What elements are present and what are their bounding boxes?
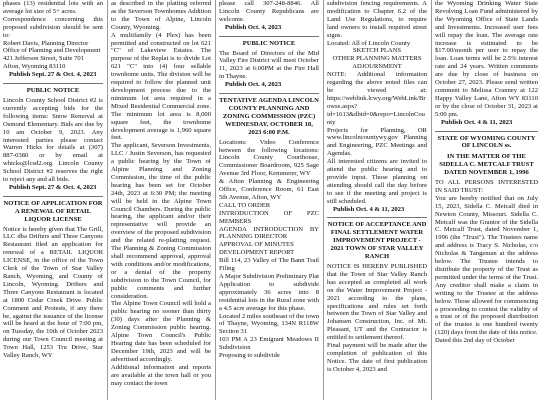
publish-line: Publish Sept. 27 & Oct. 4, 2023 [9, 183, 97, 191]
notice-separator [3, 83, 103, 84]
agenda-item: INTRODUCTION OF PZC MEMBERS [219, 209, 319, 225]
contact-line: Robert Davis, Planning Director [3, 39, 89, 47]
publish-line: Publish Oct. 4, 2023 [225, 81, 282, 89]
publish-line: Publish Oct. 4 & 11, 2023 [333, 205, 405, 213]
notice-text: Final payment will be made after the completion of publication of this Notice. The date of first publication is October 4, 2023 and [327, 342, 427, 373]
notice-title: NOTICE OF ACCEPTANCE AND FINAL SETTLEMENT WATER IMPROVEMENT PROJECT - 2021 TOWN OF STAR VALLEY RANCH [327, 221, 427, 261]
notice-separator [327, 217, 427, 218]
notice-text: TO ALL PERSONS INTERESTED IN SAID TRUST: [435, 179, 538, 194]
notice-separator [3, 196, 103, 197]
column-3 [219, 0, 319, 400]
notice-text: as described in the platting referred as the Severson Townhomes Addition to the Town of Alpine, Lincoln County, Wyoming. [111, 0, 211, 31]
notice-separator [435, 131, 538, 132]
notice-title: PUBLIC NOTICE [242, 39, 296, 47]
publish-line: Publish Oct. 4 & 11, 2023 [441, 118, 513, 126]
notice-text: NOTE: Additional information regarding the above noted files can be viewed at: https://weblink.lcwy.org/WebLink/Browse.aspx?id=1613&dbid=0&repo=LincolnCounty [327, 71, 427, 126]
agenda-item: ADJOURNMENT [352, 63, 402, 71]
notice-separator [219, 36, 319, 37]
column-4 [327, 0, 427, 400]
notice-subtitle: IN THE MATTER OF THE SIDELLA C. METCALF TRUST DATED NOVEMBER 1, 1996 [439, 153, 534, 177]
notice-text: You are hereby notified that on July 15, 2023, Sidella C. Metcalf died in Newton County, Missouri. Sidella C. Metcalf was the Grantor of the Sidella C. Metcalf Trust, dated November 1, 1996 (the "Trust"). The Trustees name and address is Tracy S. Nicholas, c/o Nicholas & Tangeman at the address below. The Trustee intends to distribute the property of the Trust as permitted under the terms of the Trust. Any creditor shall make a claim in writing to the Trustee at the address below. Those allowed for commencing a proceeding to contest the validity of a trust or of the proposed distribution of the trustee is one hundred twenty (120) days from the date of this notice. [435, 194, 538, 337]
notice-title: NOTICE OF APPLICATION FOR A RENEWAL OF RETAIL LIQUOR LICENSE [3, 199, 103, 223]
notice-title: STATE OF WYOMING COUNTY OF LINCOLN ss. [437, 134, 536, 150]
agenda-item: AGENDA INTRODUCTION BY PLANNING DIRECTOR [219, 225, 319, 241]
notice-separator [219, 93, 319, 94]
notice-text: NOTICE IS HEREBY PUBLISHED that the Town of Star Valley Ranch has accepted as completed all work on the Water Improvement Project - 2021 according to the plans, specifications and rules set forth between the Town of Star Valley and Johansen Construction, Inc. of Mt. Pleasant, UT and the Contractor is entitled to settlement thereof. [327, 263, 427, 342]
agenda-text: & Afton Planning & Engineering Office, Conference Room, 61 East 5th Avenue, Afton, WY [219, 178, 319, 201]
notice-text: Additional information and reports are available at the town hall or you may contact the town [111, 363, 211, 387]
column-5 [435, 0, 538, 400]
notice-text: The Alpine Town Council will hold a public hearing no sooner than thirty (30) days after the Planning & Zoning Commission public hearing. Alpine Town Council's Public Hearing date has been scheduled for December 19th, 2023 and will be advertised accordingly. [111, 300, 211, 363]
column-1 [3, 0, 103, 400]
notice-text: the Wyoming Drinking Water State Revolving Loan Fund administered by the Wyoming Office of State Lands and Investments. Increased user fees will repay the loan. The average rate increase is estimated to be $17.00/month per user to repay the loan. Loan terms will be 2.5% interest rate and 24 years. Written comments are due by close of business on October 27, 2023. Please send written comment to Melissa Cranney at 122 Happy Valley Lane, Afton WY 83110 or by the close of October 31, 2023 at 5:00 pm. [435, 0, 538, 118]
column-2 [111, 0, 211, 400]
agenda-item: APPROVAL OF MINUTES [219, 241, 294, 249]
agenda-item: Located 2 miles southeast of the town of Thayne, Wyoming, 134N R118W Section 31 [219, 312, 319, 336]
notice-text: Notice is hereby given that The Grill, LLC dba Drifters and Three Canyons Restaurant filed an application for renewal of a RETAIL LIQUOR LICENSE, in the office of the Town Clerk of the Town of Star Valley Ranch, Wyoming, and County of Lincoln, Wyoming. Drifters and Three Canyons Restaurant is located at 1800 Cedar Creek Drive. Public Comment and Protests, if any there be, against the issuance of the license will be heard at the hour of 7:00 pm, on Tuesday, the 10th of October 2023 during our Town Council meeting at Town Hall, 1253 Tru Drive, Star Valley Ranch, WY [3, 225, 103, 360]
agenda-item: 103 PM A 23 Emigrant Meadows II Subdivision [219, 336, 319, 352]
notice-text: phases (13) residential lots with an average lot size of 5+ acres. [3, 0, 103, 15]
notice-title: PUBLIC NOTICE [26, 87, 80, 95]
agenda-item: A Major Subdivision Preliminary Plat Application to subdivide approximately 36 acres into 8 residential lots in the Rural zone with a 4.5 acre average for this phase. [219, 273, 319, 312]
contact-line: Office of Planning and Development [3, 47, 101, 55]
notice-text: Correspondence concerning this proposed subdivision should be sent to: [3, 15, 103, 39]
agenda-item: OTHER PLANNING MATTERS [332, 55, 422, 63]
agenda-item: DEVELOPMENT REPORT [219, 249, 295, 257]
notice-text: A multifamily (4 Plex) has been permitted and constructed on lot 621 "C" of Lakeview Estates. The purpose of the Replat is to divide Lot 621 "C" into (4) four sellable townhome units. The division will be required to follow the planned unit development process due to the minimum lot area required in a Mixed Residential Commercial zone. The minimum lot area is 8,000 square feet, the townhome development average is 1,960 square feet. [111, 31, 211, 142]
column-rule [323, 0, 324, 400]
notice-text: Projects for Planning, OR www.lincolncountywy.gov Planning and Engineering, PZC Meetings and Agendas. [327, 126, 427, 158]
notice-text: Lincoln County School District #2 is currently accepting bids for the following items: Snow Removal at Osmond Elementary. Bids are due by 10 am October 9, 2023. Any interested parties please contact Warren Hicks for details at (307) 887-0380 or by email at whicks@lcsd2.org. Lincoln County School District #2 reserves the right to reject any and all bids. [3, 96, 103, 184]
notice-text: please call 307-248-8846. All Lincoln County Republicans are welcome. [219, 0, 319, 23]
contact-line: Afton, Wyoming 83110 [3, 63, 66, 71]
agenda-item: SKETCH PLANS [352, 47, 402, 55]
publish-line: Publish Sept. 27 & Oct. 4, 2023 [9, 71, 97, 79]
agenda-text: Located: All of Lincoln County [327, 39, 411, 47]
publish-line: Publish Oct. 4, 2023 [225, 23, 282, 31]
agenda-text: Locations: Video Conference between the following locations: Lincoln County Courthouse, Commissioner Boardroom, 925 Sage Avenue 3rd Floor, Kemmerer, WY [219, 138, 319, 178]
contact-line: 421 Jefferson Street, Suite 701 [3, 55, 85, 63]
agenda-item: Bill 114, 23 Valley of The Bann Trail Filing [219, 257, 319, 273]
column-rule [215, 0, 216, 400]
notice-text: The Board of Directors of the Mid Valley Fire District will meet October 11, 2023 at 6:00PM at the Fire Hall in Thayne. [219, 49, 319, 81]
column-rule [107, 0, 108, 400]
notice-text: All interested citizens are invited to attend the public hearing and to provide input. Those planning on attending should call the day before to see if the meeting and project is still scheduled. [327, 158, 427, 205]
notice-text: Dated this 2nd day of October [435, 337, 515, 345]
column-rule [431, 0, 432, 400]
agenda-item: Proposing to subdivide [219, 352, 280, 360]
agenda-title: TENTATIVE AGENDA LINCOLN COUNTY PLANNING AND ZONING COMMISSION (PZC) WEDNESDAY, OCTOBER 18, 2023 6:00 P.M. [219, 97, 319, 136]
agenda-item: CALL TO ORDER [219, 201, 271, 209]
notice-text: The applicant, Severson Investments, LLC / Justin Severson, has requested a public hearing by the Town of Alpine Planning and Zoning Commission, the time of the public hearing has been set for October 24th, 2023 at 6:30 PM; the meeting will be held in the Alpine Town Council Chambers. During the public hearing, the applicant and/or their representative will provide an overview of the proposed subdivision and the related re-platting request. The Planning & Zoning Commission shall recommend approval, approval with conditions and/or modifications, or a denial of the property subdivision to the Town Council, for public comments and further consideration. [111, 142, 211, 300]
notice-text: subdivision fencing requirements. A modification to Chapter 6.2 of the Land Use Regulations, to require land owners to install required street signs. [327, 0, 427, 39]
